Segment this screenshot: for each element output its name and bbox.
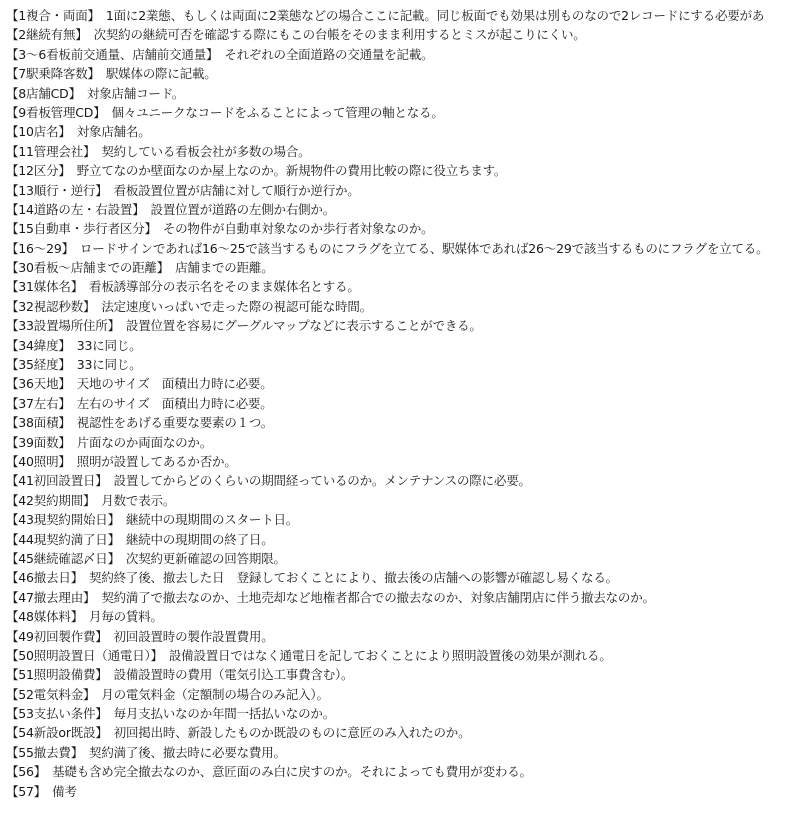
list-item bbox=[6, 627, 811, 646]
list-item bbox=[6, 277, 811, 296]
list-item bbox=[6, 45, 811, 64]
field-label: 【53支払い条件】 bbox=[6, 706, 108, 722]
field-description: 33に同じ。 bbox=[76, 337, 142, 353]
field-description: 左右のサイズ 面積出力時に必要。 bbox=[76, 395, 273, 411]
list-item bbox=[6, 510, 811, 529]
list-item bbox=[6, 607, 811, 626]
field-label: 【39面数】 bbox=[6, 434, 71, 450]
list-item bbox=[6, 181, 811, 200]
field-description: 次契約更新確認の回答期限。 bbox=[125, 550, 286, 566]
field-description: 個々ユニークなコードをふることによって管理の軸となる。 bbox=[111, 104, 444, 120]
field-label: 【15自動車・歩行者区分】 bbox=[6, 221, 157, 237]
field-label: 【9看板管理CD】 bbox=[6, 104, 106, 120]
list-item bbox=[6, 433, 811, 452]
list-item bbox=[6, 64, 811, 83]
field-label: 【55撤去費】 bbox=[6, 744, 84, 760]
field-description: 対象店舗コード。 bbox=[86, 85, 185, 101]
field-description: 設備設置時の費用（電気引込工事費含む）。 bbox=[113, 667, 354, 683]
field-label: 【41初回設置日】 bbox=[6, 473, 108, 489]
field-description: 対象店舗名。 bbox=[76, 124, 151, 140]
list-item bbox=[6, 452, 811, 471]
field-label: 【42契約期間】 bbox=[6, 492, 96, 508]
field-label: 【7駅乗降客数】 bbox=[6, 66, 100, 82]
list-item bbox=[6, 103, 811, 122]
list-item bbox=[6, 685, 811, 704]
field-description: 視認性をあげる重要な要素の１つ。 bbox=[76, 415, 274, 431]
field-description: 店舗までの距離。 bbox=[175, 260, 274, 276]
field-description: 契約終了後、撤去した日 登録しておくことにより、撤去後の店舗への影響が確認し易くなる。 bbox=[89, 570, 618, 586]
field-description: 契約満了で撤去なのか、土地売却など地権者都合での撤去なのか、対象店舗閉店に伴う撤去なのか。 bbox=[101, 589, 655, 605]
field-description: 33に同じ。 bbox=[76, 357, 142, 373]
list-item bbox=[6, 297, 811, 316]
field-label: 【8店舗CD】 bbox=[6, 85, 81, 101]
list-item bbox=[6, 704, 811, 723]
list-item bbox=[6, 142, 811, 161]
list-item bbox=[6, 530, 811, 549]
field-description: 月数で表示。 bbox=[101, 492, 176, 508]
field-description: 設備設置日ではなく通電日を記しておくことにより照明設置後の効果が測れる。 bbox=[168, 647, 612, 663]
list-item bbox=[6, 122, 811, 141]
field-description: 毎月支払いなのか年間一括払いなのか。 bbox=[113, 706, 336, 722]
field-label: 【13順行・逆行】 bbox=[6, 182, 108, 198]
field-label: 【38面積】 bbox=[6, 415, 71, 431]
field-description: 看板設置位置が店舗に対して順行か逆行か。 bbox=[113, 182, 360, 198]
field-label: 【51照明設備費】 bbox=[6, 667, 108, 683]
field-label: 【46撤去日】 bbox=[6, 570, 84, 586]
list-item bbox=[6, 394, 811, 413]
field-description: 初回掲出時、新設したものか既設のものに意匠のみ入れたのか。 bbox=[113, 725, 471, 741]
field-description: 1面に2業態、もしくは両面に2業態などの場合ここに記載。同じ板面でも効果は別ものなので2レコードにする必要があ bbox=[105, 8, 765, 23]
list-item bbox=[6, 161, 811, 180]
field-label: 【43現契約開始日】 bbox=[6, 512, 120, 528]
field-label: 【34緯度】 bbox=[6, 337, 71, 353]
field-description: 設置位置が道路の左側か右側か。 bbox=[150, 201, 336, 217]
field-label: 【30看板～店舗までの距離】 bbox=[6, 260, 170, 276]
field-label: 【52電気料金】 bbox=[6, 686, 96, 702]
list-item bbox=[6, 316, 811, 335]
field-label: 【14道路の左・右設置】 bbox=[6, 201, 145, 217]
field-label: 【45継続確認〆日】 bbox=[6, 550, 120, 566]
field-description: 継続中の現期間のスタート日。 bbox=[125, 512, 299, 528]
field-label: 【12区分】 bbox=[6, 163, 71, 179]
field-description: 契約満了後、撤去時に必要な費用。 bbox=[89, 744, 286, 760]
list-item bbox=[6, 25, 811, 44]
field-label: 【31媒体名】 bbox=[6, 279, 84, 295]
field-description: 駅媒体の際に記載。 bbox=[105, 66, 217, 82]
field-label: 【35経度】 bbox=[6, 357, 71, 373]
field-label: 【57】 bbox=[6, 783, 47, 799]
field-label: 【54新設or既設】 bbox=[6, 725, 108, 741]
field-description: その物件が自動車対象なのか歩行者対象なのか。 bbox=[162, 221, 434, 237]
field-label: 【44現契約満了日】 bbox=[6, 531, 120, 547]
field-label: 【48媒体料】 bbox=[6, 609, 84, 625]
list-item bbox=[6, 258, 811, 277]
field-description: 野立てなのか壁面なのか屋上なのか。新規物件の費用比較の際に役立ちます。 bbox=[76, 163, 507, 179]
field-description: 看板誘導部分の表示名をそのまま媒体名とする。 bbox=[89, 279, 360, 295]
field-description: 設置してからどのくらいの期間経っているのか。メンテナンスの際に必要。 bbox=[113, 473, 531, 489]
list-item bbox=[6, 723, 811, 742]
field-description: 次契約の継続可否を確認する際にもこの台帳をそのまま利用するとミスが起こりにくい。 bbox=[93, 27, 586, 43]
list-item bbox=[6, 374, 811, 393]
field-description: 備考 bbox=[52, 783, 77, 799]
field-description: 照明が設置してあるか否か。 bbox=[76, 453, 237, 469]
list-item bbox=[6, 568, 811, 587]
list-item bbox=[6, 762, 811, 781]
list-item bbox=[6, 471, 811, 490]
field-label: 【50照明設置日（通電日）】 bbox=[6, 647, 163, 663]
field-description: 初回設置時の製作設置費用。 bbox=[113, 628, 274, 644]
list-item bbox=[6, 336, 811, 355]
list-item bbox=[6, 355, 811, 374]
field-label: 【3～6看板前交通量、店舗前交通量】 bbox=[6, 46, 219, 62]
field-label: 【56】 bbox=[6, 764, 47, 780]
list-item bbox=[6, 665, 811, 684]
list-item bbox=[6, 413, 811, 432]
field-label: 【40照明】 bbox=[6, 453, 71, 469]
field-label: 【10店名】 bbox=[6, 124, 71, 140]
field-description: 法定速度いっぱいで走った際の視認可能な時間。 bbox=[101, 298, 372, 314]
field-label: 【32視認秒数】 bbox=[6, 298, 96, 314]
field-description: それぞれの全面道路の交通量を記載。 bbox=[224, 46, 434, 62]
field-label: 【11管理会社】 bbox=[6, 143, 96, 159]
field-label: 【49初回製作費】 bbox=[6, 628, 108, 644]
field-description: ロードサインであれば16～25で該当するものにフラグを立てる、駅媒体であれば26～29で該当するものにフラグを立てる。 bbox=[79, 240, 769, 256]
field-description: 片面なのか両面なのか。 bbox=[76, 434, 213, 450]
list-item bbox=[6, 200, 811, 219]
list-item bbox=[6, 743, 811, 762]
field-description: 基礎も含め完全撤去なのか、意匠面のみ白に戻すのか。それによっても費用が変わる。 bbox=[52, 764, 532, 780]
list-item bbox=[6, 239, 811, 258]
list-item bbox=[6, 782, 811, 801]
field-description-list bbox=[6, 6, 811, 801]
field-description: 継続中の現期間の終了日。 bbox=[125, 531, 274, 547]
field-label: 【2継続有無】 bbox=[6, 27, 88, 43]
list-item bbox=[6, 549, 811, 568]
field-label: 【1複合・両面】 bbox=[6, 8, 100, 23]
field-description: 月毎の賃料。 bbox=[89, 609, 163, 625]
field-label: 【36天地】 bbox=[6, 376, 71, 392]
list-item bbox=[6, 219, 811, 238]
field-description: 天地のサイズ 面積出力時に必要。 bbox=[76, 376, 273, 392]
field-description: 設置位置を容易にグーグルマップなどに表示することができる。 bbox=[125, 318, 482, 334]
list-item bbox=[6, 491, 811, 510]
field-label: 【33設置場所住所】 bbox=[6, 318, 120, 334]
list-item bbox=[6, 588, 811, 607]
list-item bbox=[6, 6, 811, 25]
field-description: 月の電気料金（定額制の場合のみ記入）。 bbox=[101, 686, 329, 702]
field-label: 【47撤去理由】 bbox=[6, 589, 96, 605]
field-label: 【16～29】 bbox=[6, 240, 74, 256]
list-item bbox=[6, 646, 811, 665]
field-label: 【37左右】 bbox=[6, 395, 71, 411]
field-description: 契約している看板会社が多数の場合。 bbox=[101, 143, 311, 159]
list-item bbox=[6, 84, 811, 103]
